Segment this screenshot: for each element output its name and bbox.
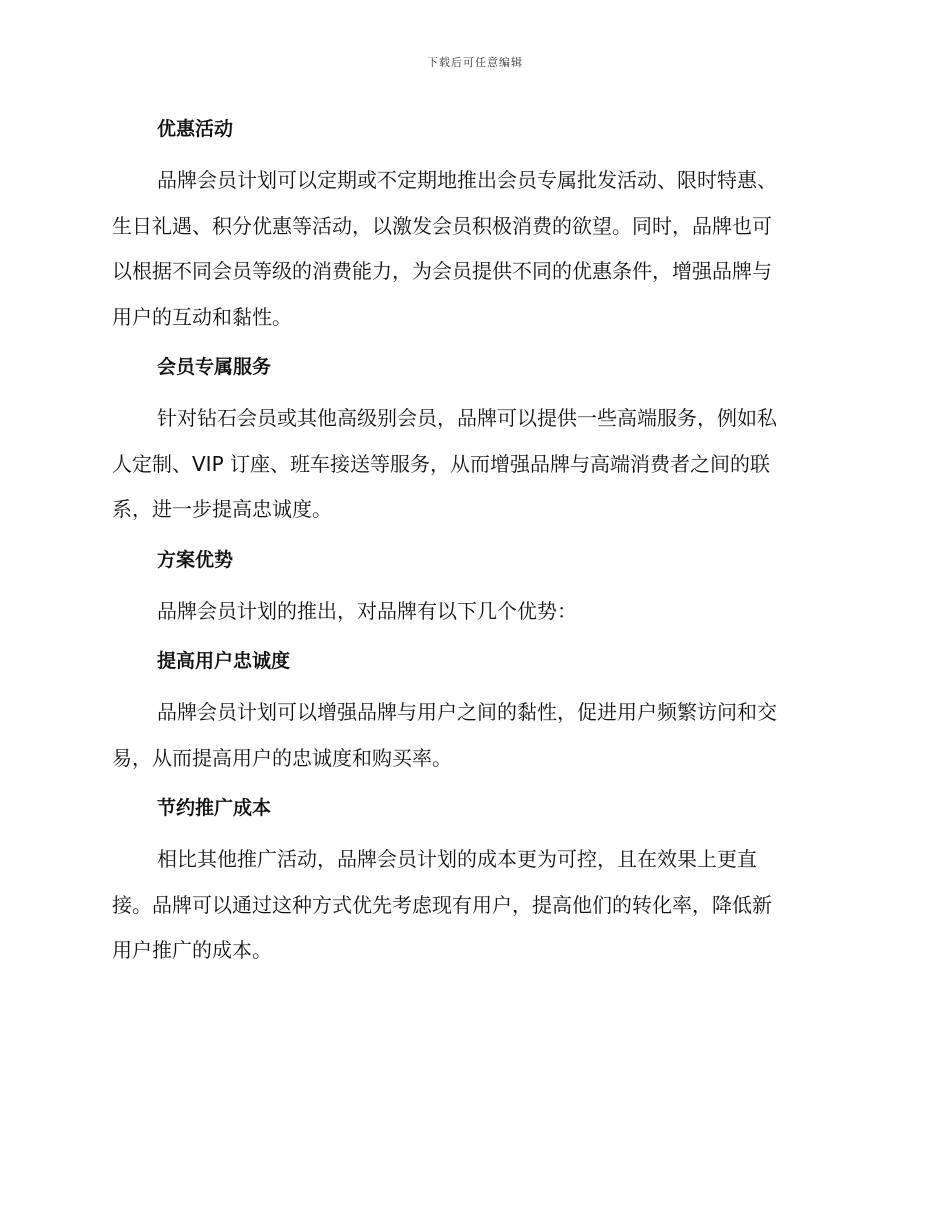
section-heading: 提高用户忠诚度	[157, 650, 291, 672]
paragraph-line: 接。品牌可以通过这种方式优先考虑现有用户，提高他们的转化率，降低新	[112, 892, 772, 917]
paragraph-line: 易，从而提高用户的忠诚度和购买率。	[112, 745, 452, 770]
page-header-note: 下载后可任意编辑	[427, 56, 523, 69]
section-paragraph	[112, 690, 832, 781]
paragraph-line: 人定制、VIP 订座、班车接送等服务，从而增强品牌与高端消费者之间的联	[112, 451, 770, 476]
section-heading: 节约推广成本	[157, 797, 272, 819]
section-plan-advantages	[112, 543, 832, 635]
paragraph-line: 品牌会员计划可以定期或不定期地推出会员专属批发活动、限时特惠、	[157, 168, 777, 192]
section-paragraph	[112, 396, 832, 533]
paragraph-line: 用户推广的成本。	[112, 938, 272, 962]
document-body	[112, 112, 832, 984]
section-paragraph	[112, 158, 832, 340]
paragraph-line: 生日礼遇、积分优惠等活动，以激发会员积极消费的欲望。同时，品牌也可	[112, 213, 772, 238]
paragraph-line: 用户的互动和黏性。	[112, 304, 292, 329]
paragraph-line: 相比其他推广活动，品牌会员计划的成本更为可控，且在效果上更直	[157, 847, 757, 871]
section-discount-activities	[112, 112, 832, 340]
section-heading: 方案优势	[157, 548, 234, 571]
paragraph-line: 品牌会员计划可以增强品牌与用户之间的黏性，促进用户频繁访问和交	[157, 700, 777, 724]
paragraph-line: 以根据不同会员等级的消费能力，为会员提供不同的优惠条件，增强品牌与	[112, 259, 772, 283]
paragraph-line: 品牌会员计划的推出，对品牌有以下几个优势：	[157, 598, 577, 623]
section-heading: 优惠活动	[157, 118, 234, 140]
paragraph-line: 针对钻石会员或其他高级别会员，品牌可以提供一些高端服务，例如私	[157, 406, 777, 430]
section-paragraph	[112, 589, 832, 635]
section-member-exclusive-services	[112, 350, 832, 533]
section-paragraph	[112, 837, 832, 974]
section-improve-loyalty	[112, 644, 832, 781]
section-save-promotion-cost	[112, 791, 832, 974]
section-heading: 会员专属服务	[157, 356, 272, 378]
paragraph-line: 系，进一步提高忠诚度。	[112, 497, 332, 521]
